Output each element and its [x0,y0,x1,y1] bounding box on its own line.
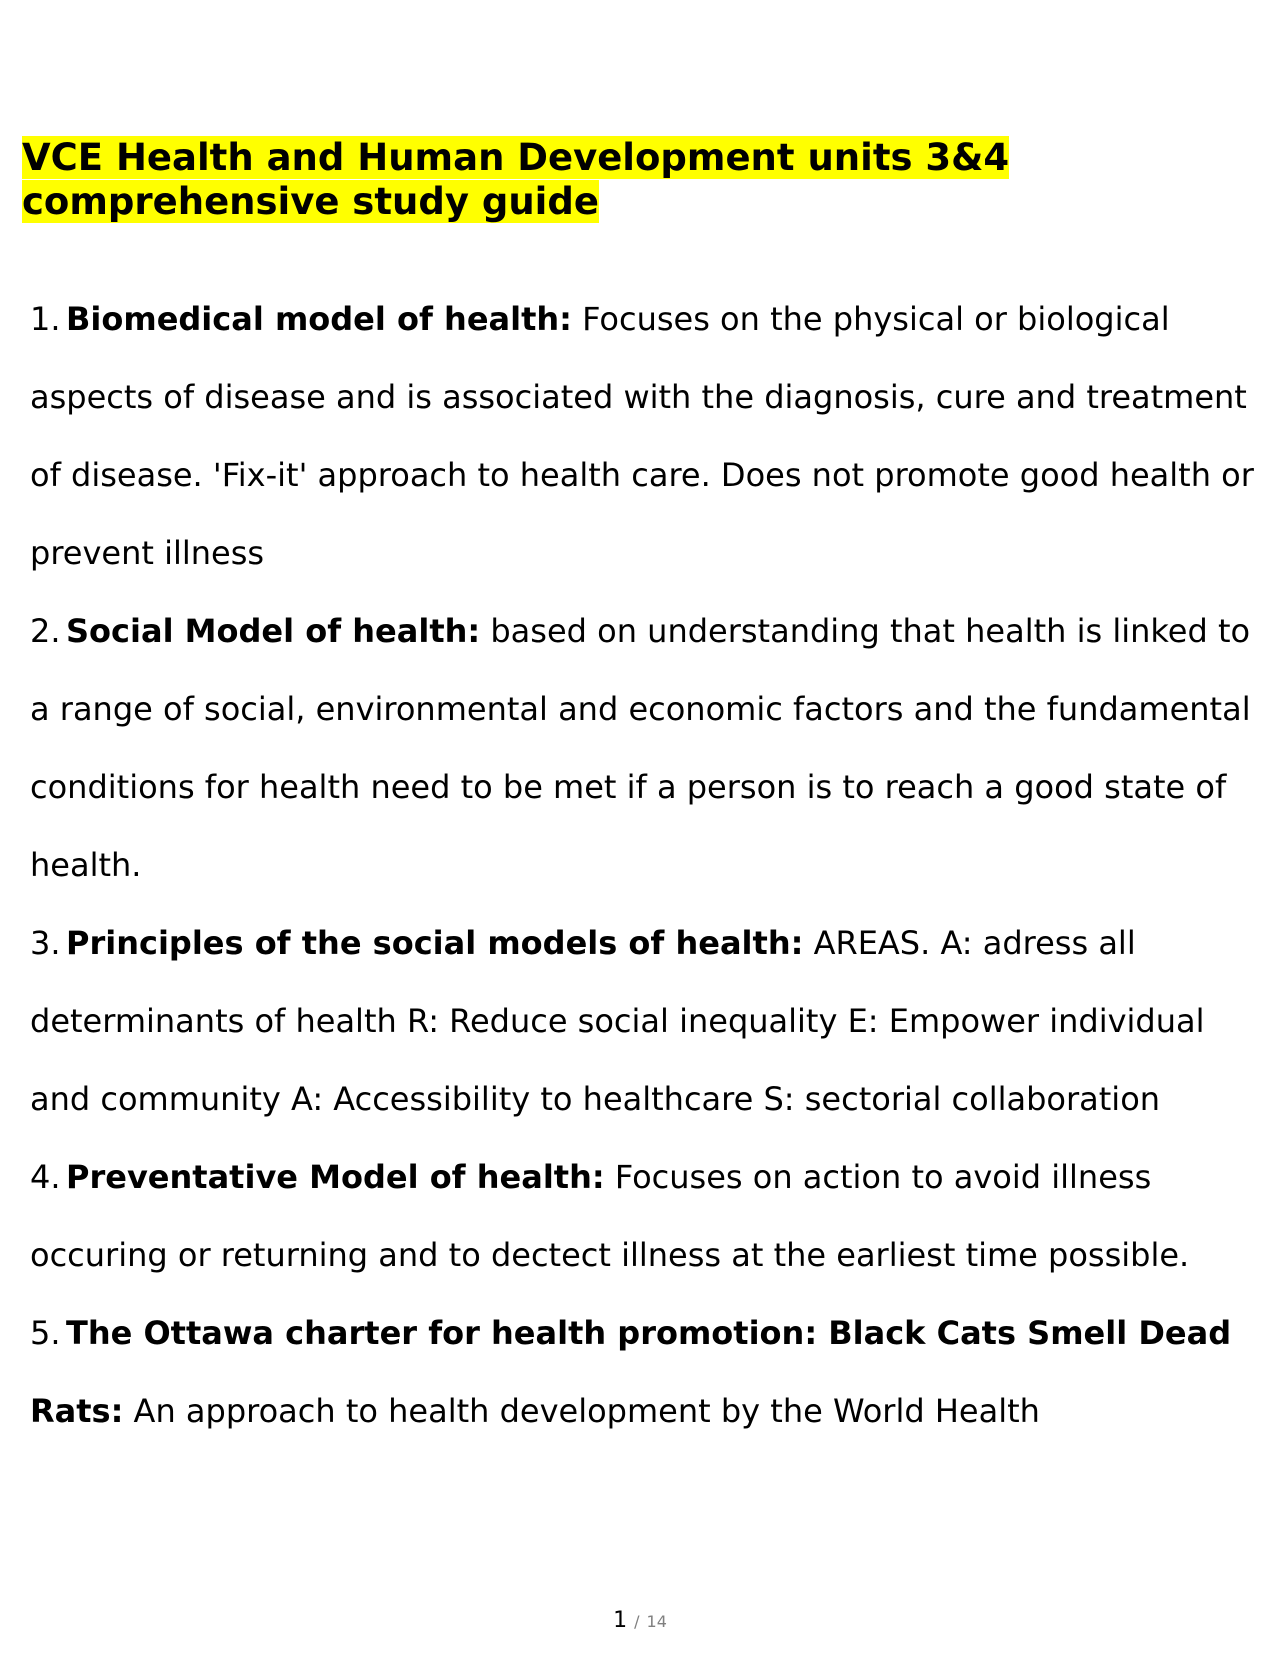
definition-list [30,280,1255,1450]
list-item-social-model-principles [30,904,1255,1138]
item-number: 1. [30,300,61,338]
item-term: Principles of the social models of health: [66,924,804,962]
item-definition: Focuses on the physical or biological aspects of disease and is associated with the diagnosis, cure and treatment of disease. 'Fix-it' approach to health care. Does not promote good health or prevent illness [30,300,1254,572]
document-title [22,136,1222,224]
item-definition: An approach to health development by the World Health [133,1392,1040,1430]
list-item-social-model [30,592,1255,904]
item-number: 4. [30,1158,61,1196]
item-term: Social Model of health: [66,612,481,650]
list-item-ottawa-charter [30,1294,1255,1450]
list-item-preventative-model [30,1138,1255,1294]
page-indicator [0,1608,1280,1633]
title-highlight: VCE Health and Human Development units 3&4 comprehensive study guide [22,136,1010,223]
list-item-biomedical-model [30,280,1255,592]
item-term: Preventative Model of health: [66,1158,605,1196]
item-definition: AREAS. A: adress all determinants of health R: Reduce social inequality E: Empower individual and community A: Accessibility to healthcare S: sectorial collaboration [30,924,1205,1118]
item-term: Biomedical model of health: [66,300,572,338]
total-pages: 14 [646,1612,667,1631]
item-number: 2. [30,612,61,650]
item-term: The Ottawa charter for health promotion: Black Cats Smell Dead Rats: [30,1314,1232,1430]
page-separator: / [634,1612,640,1631]
current-page-number: 1 [613,1608,628,1633]
item-definition: Focuses on action to avoid illness occuring or returning and to dectect illness at the earliest time possible. [30,1158,1190,1274]
item-number: 3. [30,924,61,962]
item-number: 5. [30,1314,61,1352]
item-definition: based on understanding that health is linked to a range of social, environmental and economic factors and the fundamental conditions for health need to be met if a person is to reach a good state of health. [30,612,1251,884]
